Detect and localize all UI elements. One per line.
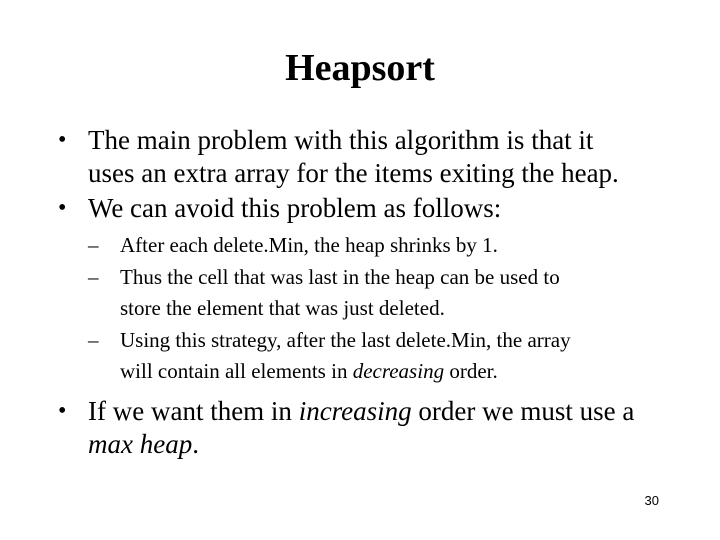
sub-marker: –: [88, 265, 99, 289]
bullet-item: [58, 192, 678, 225]
bullet-item: [58, 395, 678, 461]
bullet-text: .: [192, 429, 199, 459]
sub-text: will contain all elements in: [120, 359, 353, 383]
bullet-text: order we must use a: [411, 396, 635, 426]
bullet-marker: •: [58, 398, 67, 424]
bullet-text: We can avoid this problem as follows:: [88, 193, 502, 223]
sub-item: [88, 261, 678, 324]
bullet-text: The main problem with this algorithm is that it: [88, 125, 594, 155]
slide-content: [58, 124, 678, 463]
sub-item: [88, 324, 678, 387]
sub-text: Thus the cell that was last in the heap can be used to: [120, 265, 560, 289]
sub-text: store the element that was just deleted.: [120, 296, 445, 320]
sub-text: order.: [444, 359, 498, 383]
sub-marker: –: [88, 328, 99, 352]
slide-title: Heapsort: [285, 47, 435, 89]
bullet-marker: •: [58, 195, 67, 221]
emphasis-text: increasing: [298, 396, 412, 426]
bullet-text: If we want them in: [88, 396, 299, 426]
sub-text: After each delete.Min, the heap shrinks by 1.: [120, 233, 498, 257]
sub-list: [58, 229, 678, 387]
page-number: 30: [644, 493, 659, 508]
bullet-marker: •: [58, 127, 67, 153]
sub-marker: –: [88, 233, 99, 257]
bullet-text: uses an extra array for the items exiting the heap.: [88, 158, 619, 188]
sub-item: [88, 229, 678, 261]
sub-text: Using this strategy, after the last delete.Min, the array: [120, 328, 571, 352]
emphasis-text: decreasing: [352, 359, 445, 383]
bullet-item: [58, 124, 678, 190]
sub-text-line: [120, 356, 678, 387]
emphasis-text: max heap: [88, 429, 193, 459]
